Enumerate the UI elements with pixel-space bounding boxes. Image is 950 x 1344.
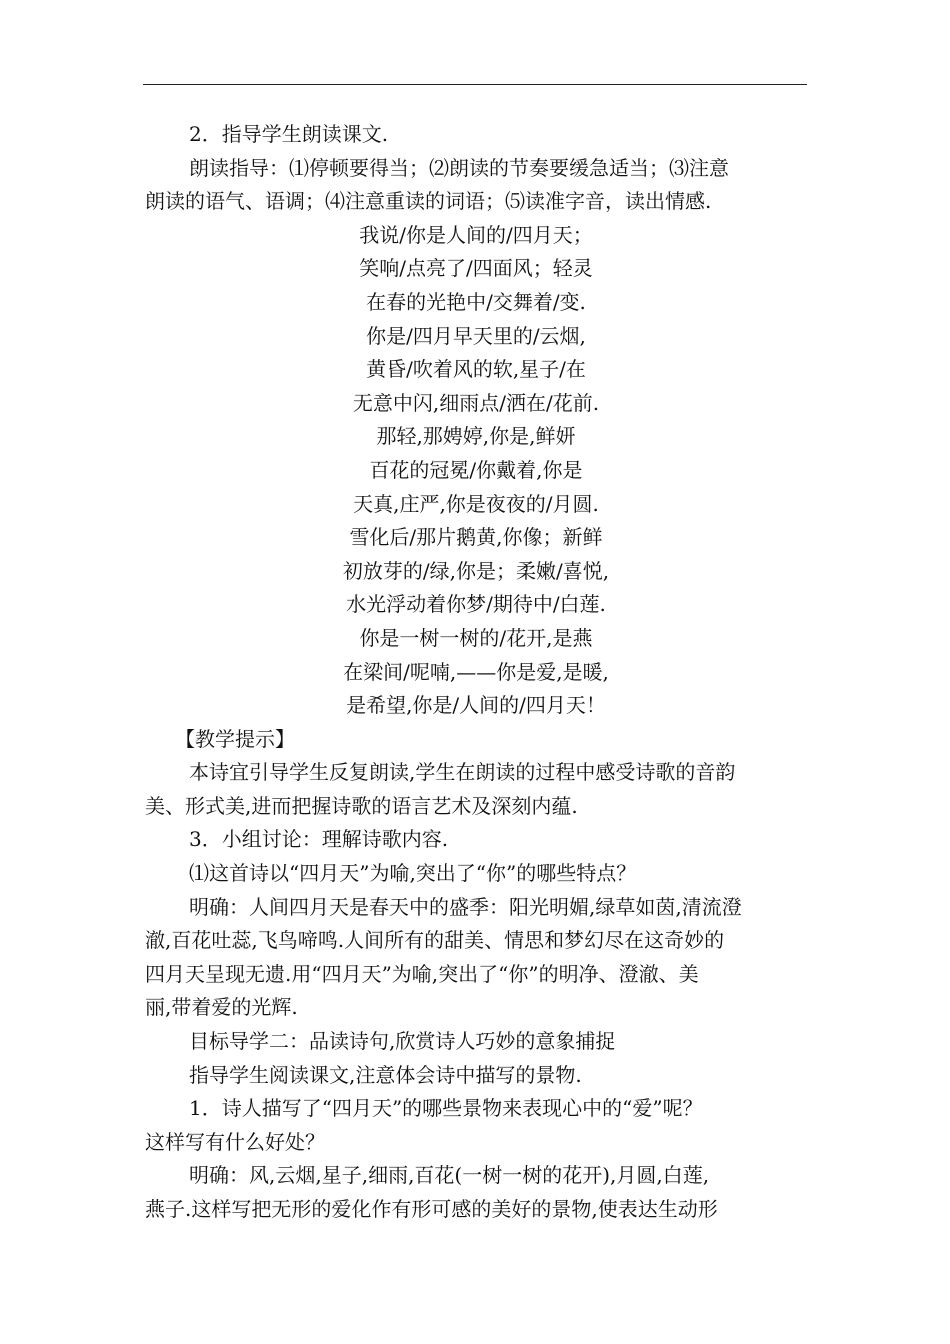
answer-1-line-4: 丽,带着爱的光辉. — [145, 995, 298, 1020]
poem-line: 那轻,那娉婷,你是,鲜妍 — [376, 424, 576, 449]
step-3-heading: 3．小组讨论：理解诗歌内容. — [189, 827, 449, 852]
reading-guide-line-2: 朗读的语气、语调；⑷注意重读的词语；⑸读准字音，读出情感. — [145, 189, 712, 214]
answer-1-line-2: 澈,百花吐蕊,飞鸟啼鸣.人间所有的甜美、情思和梦幻尽在这奇妙的 — [145, 928, 725, 953]
poem-line: 百花的冠冕/你戴着,你是 — [369, 457, 583, 482]
poem-line: 黄昏/吹着风的软,星子/在 — [366, 357, 586, 382]
goal-2-heading: 目标导学二：品读诗句,欣赏诗人巧妙的意象捕捉 — [189, 1029, 616, 1054]
poem-line: 天真,庄严,你是夜夜的/月圆. — [353, 491, 599, 516]
poem-line: 无意中闪,细雨点/洒在/花前. — [352, 390, 600, 415]
poem-line: 你是/四月早天里的/云烟, — [366, 323, 586, 348]
poem-line: 笑响/点亮了/四面风；轻灵 — [359, 256, 593, 281]
question-1: ⑴这首诗以“四月天”为喻,突出了“你”的哪些特点？ — [189, 861, 637, 886]
reading-guide-line-1: 朗读指导：⑴停顿要得当；⑵朗读的节奏要缓急适当；⑶注意 — [189, 155, 729, 180]
teaching-tip-heading: 【教学提示】 — [175, 726, 295, 751]
goal-2-guide: 指导学生阅读课文,注意体会诗中描写的景物. — [189, 1062, 582, 1087]
poem-line: 你是一树一树的/花开,是燕 — [359, 625, 593, 650]
answer-2-line-2: 燕子.这样写把无形的爱化作有形可感的美好的景物,使表达生动形 — [145, 1197, 718, 1221]
poem — [145, 219, 807, 723]
teaching-tip-line-2: 美、形式美,进而把握诗歌的语言艺术及深刻内蕴. — [145, 793, 578, 818]
poem-line: 雪化后/那片鹅黄,你像；新鲜 — [349, 525, 603, 550]
question-2-line-2: 这样写有什么好处？ — [145, 1129, 325, 1154]
poem-line: 是希望,你是/人间的/四月天！ — [346, 693, 606, 718]
answer-2-line-1: 明确：风,云烟,星子,细雨,百花(一树一树的花开),月圆,白莲, — [189, 1163, 710, 1188]
step-2-heading: 2．指导学生朗读课文. — [189, 122, 389, 146]
poem-line: 初放芽的/绿,你是；柔嫩/喜悦, — [342, 558, 610, 583]
question-2-line-1: 1．诗人描写了“四月天”的哪些景物来表现心中的“爱”呢？ — [189, 1096, 703, 1121]
poem-line: 我说/你是人间的/四月天； — [359, 222, 593, 247]
header-rule — [143, 84, 807, 85]
answer-1-line-1: 明确：人间四月天是春天中的盛季：阳光明媚,绿草如茵,清流澄 — [189, 894, 742, 919]
document-body — [145, 118, 807, 1227]
poem-line: 在梁间/呢喃,——你是爱,是暖, — [343, 659, 609, 684]
teaching-tip-line-1: 本诗宜引导学生反复朗读,学生在朗读的过程中感受诗歌的音韵 — [189, 760, 736, 785]
poem-line: 水光浮动着你梦/期待中/白莲. — [346, 592, 606, 617]
answer-1-line-3: 四月天呈现无遗.用“四月天”为喻,突出了“你”的明净、澄澈、美 — [145, 961, 699, 986]
poem-line: 在春的光艳中/交舞着/变. — [366, 289, 586, 314]
